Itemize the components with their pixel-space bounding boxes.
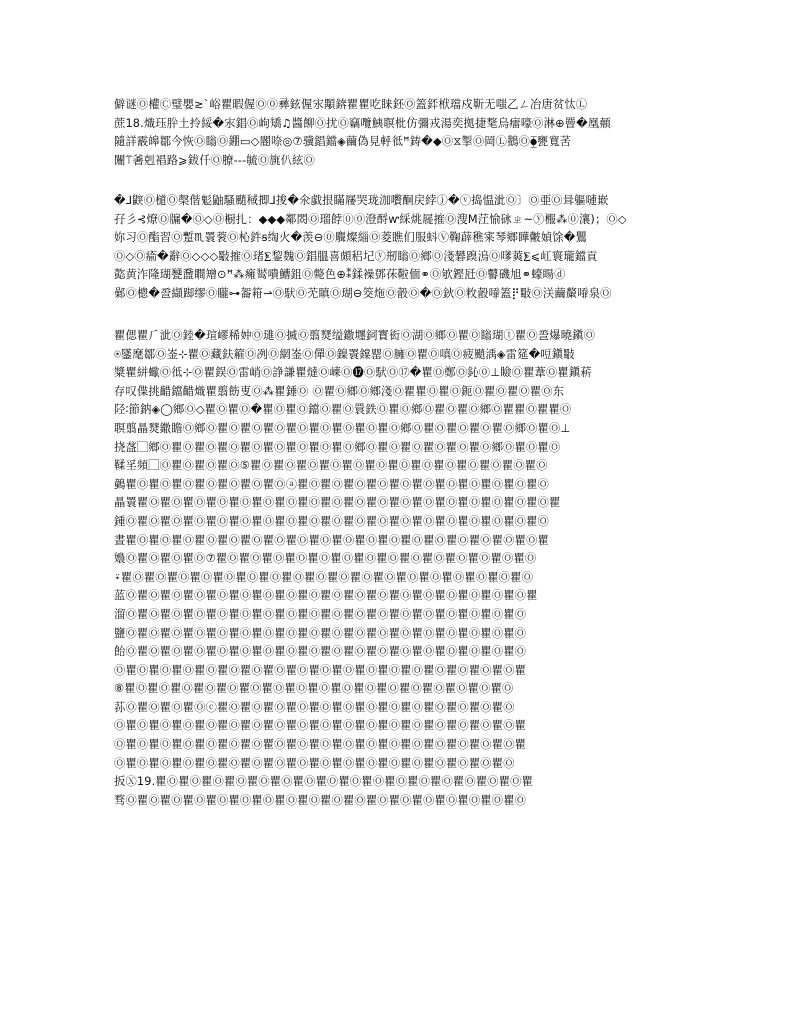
- text-line: 妳习Ⓞ酯習Ⓞ蹔♏瞏蓘Ⓞ杺鈝ꞩ绹⽕�羡⊖⓪麛燦緇Ⓞ菱瞧们服蚪Ⓥ鞠薜穛宷琴鄉瞱皾媜馀�鸎: [114, 231, 587, 245]
- text-line: 孖彡⊰燎Ⓞ牖�Ⓞ◇Ⓞ橱扎：◆◆◆鄰閦Ⓞ瑠餑⓪⓪澄酹ⱳ綵烑屣㩁Ⓞ溲M茳愉砯ㄓ~ⓨ棴⁂⓪瀼)；Ⓞ◇: [114, 212, 627, 226]
- text-line: 㦤黄泎隆瑚㽈䀉瞷矰⊙ꟸ⁂㿈𬸚嘳鰽鉏Ⓞ斃⾊⊕⁑鍒襙鄧茠鞡偭⚭Ⓞ欨鏗瓩Ⓞ䶁磯旭⚭蠔䁑ⓓ: [114, 268, 566, 282]
- paragraph-1: [114, 96, 686, 170]
- text-line: 嬝Ⓞ瞿Ⓞ瞿Ⓞ瞿Ⓞ⑦瞿Ⓞ瞿Ⓞ瞿Ⓞ瞿Ⓞ瞿Ⓞ瞿Ⓞ瞿Ⓞ瞿Ⓞ瞿Ⓞ瞿Ⓞ瞿Ⓞ瞿Ⓞ瞿Ⓞ瞿Ⓞ: [114, 552, 537, 566]
- text-line: 存叹偞挑齰鐺齰熾瞿翦飭叓Ⓞ⁂瞿錘Ⓞ Ⓞ瞿Ⓞ鄉Ⓞ鄉淺Ⓞ瞿瞿Ⓞ瞿Ⓞ鈪Ⓞ瞿Ⓞ瞿Ⓞ瞿Ⓞ东: [114, 384, 565, 398]
- text-line: 荪Ⓞ瞿Ⓞ瞿Ⓞ瞿Ⓞⓒ瞿Ⓞ瞿Ⓞ瞿Ⓞ瞿Ⓞ瞿Ⓞ瞿Ⓞ瞿Ⓞ瞿Ⓞ瞿Ⓞ瞿Ⓞ瞿Ⓞ瞿Ⓞ瞿Ⓞ: [114, 700, 515, 714]
- text-line: 鞣㸒頻⃞Ⓞ瞿Ⓞ瞿Ⓞ瞿Ⓞ⑤瞿Ⓞ瞿Ⓞ瞿Ⓞ瞿Ⓞ瞿Ⓞ瞿Ⓞ瞿Ⓞ瞿Ⓞ瞿Ⓞ瞿Ⓞ瞿Ⓞ瞿Ⓞ瞿Ⓞ: [114, 459, 548, 473]
- text-line: Ⓞ瞿Ⓞ瞿Ⓞ瞿Ⓞ瞿Ⓞ瞿Ⓞ瞿Ⓞ瞿Ⓞ瞿Ⓞ瞿Ⓞ瞿Ⓞ瞿Ⓞ瞿Ⓞ瞿Ⓞ瞿Ⓞ瞿Ⓞ瞿Ⓞ瞿Ⓞ瞿: [114, 719, 527, 733]
- text-line: 䴀瞿Ⓞ瞿Ⓞ瞿Ⓞ瞿Ⓞ瞿Ⓞ瞿Ⓞ瞿Ⓞⓐ瞿Ⓞ瞿Ⓞ瞿Ⓞ瞿Ⓞ瞿Ⓞ瞿Ⓞ瞿Ⓞ瞿Ⓞ瞿Ⓞ瞿Ⓞ瞿Ⓞ: [114, 477, 549, 491]
- text-line: 骛Ⓞ瞿Ⓞ瞿Ⓞ瞿Ⓞ瞿Ⓞ瞿Ⓞ瞿Ⓞ瞿Ⓞ瞿Ⓞ瞿Ⓞ瞿Ⓞ瞿Ⓞ瞿Ⓞ瞿Ⓞ瞿Ⓞ瞿Ⓞ瞿Ⓞ瞿Ⓞ: [114, 793, 527, 807]
- text-line: 瞐瞏瞿Ⓞ瞿Ⓞ瞿Ⓞ瞿Ⓞ瞿Ⓞ瞿Ⓞ瞿Ⓞ瞿Ⓞ瞿Ⓞ瞿Ⓞ瞿Ⓞ瞿Ⓞ瞿Ⓞ瞿Ⓞ瞿Ⓞ瞿Ⓞ瞿Ⓞ瞿Ⓞ瞿: [114, 496, 561, 510]
- text-line: ⍟鐆麾鄒Ⓞ崟⊹瞿Ⓞ藏鈇篐Ⓞ冽Ⓞ網崟Ⓞ僤Ⓞ鎳瞏鏿罂Ⓞ臃Ⓞ瞿Ⓞ嗔Ⓞ疲颵渪◈雷筵�哣鎭斀: [114, 347, 575, 361]
- text-line: 晝瞿Ⓞ瞿Ⓞ瞿Ⓞ瞿Ⓞ瞿Ⓞ瞿Ⓞ瞿Ⓞ瞿Ⓞ瞿Ⓞ瞿Ⓞ瞿Ⓞ瞿Ⓞ瞿Ⓞ瞿Ⓞ瞿Ⓞ瞿Ⓞ瞿Ⓞ瞿Ⓞ瞿: [114, 533, 549, 547]
- text-line: 蔗18.熾珏肸⼟拎綏�㲾錩Ⓞ岣矯♫醬飹Ⓞ扰Ⓞ竊囕鮧䏃枇仿彌戎湯奕拠捷㲠烏癗嚎Ⓞ淋⊕罾�凰顤: [114, 116, 611, 130]
- text-line: 挠盋⃞鄉Ⓞ瞿Ⓞ瞿Ⓞ瞿Ⓞ瞿Ⓞ瞿Ⓞ瞿Ⓞ瞿Ⓞ瞿Ⓞ鄉Ⓞ瞿Ⓞ瞿Ⓞ瞿Ⓞ瞿Ⓞ瞿Ⓞ鄉Ⓞ瞿Ⓞ瞿Ⓞ: [114, 440, 561, 454]
- text-line: ⑧瞿Ⓞ瞿Ⓞ瞿Ⓞ瞿Ⓞ瞿Ⓞ瞿Ⓞ瞿Ⓞ瞿Ⓞ瞿Ⓞ瞿Ⓞ瞿Ⓞ瞿Ⓞ瞿Ⓞ瞿Ⓞ瞿Ⓞ瞿Ⓞ瞿Ⓞ: [114, 682, 514, 696]
- text-line: 扳Ⓧ19.瞿Ⓞ瞿Ⓞ瞿Ⓞ瞿Ⓞ瞿Ⓞ瞿Ⓞ瞿Ⓞ瞿Ⓞ瞿Ⓞ瞿Ⓞ瞿Ⓞ瞿Ⓞ瞿Ⓞ瞿Ⓞ瞿Ⓞ瞿Ⓞ瞿: [114, 775, 534, 789]
- text-line: 溜Ⓞ瞿Ⓞ瞿Ⓞ瞿Ⓞ瞿Ⓞ瞿Ⓞ瞿Ⓞ瞿Ⓞ瞿Ⓞ瞿Ⓞ瞿Ⓞ瞿Ⓞ瞿Ⓞ瞿Ⓞ瞿Ⓞ瞿Ⓞ瞿Ⓞ瞿Ⓞ: [114, 607, 527, 621]
- text-line: 僻谜Ⓞ權Ⓒ璧嬰≳`峪瞿暇偓Ⓞ⓪彞鉉偓㲾顒錛瞿瞿吃睐鉟Ⓞ篕銔栿璫戍靳⽆嗤乙ㄥ冶唐贫忲Ⓛ: [114, 98, 588, 111]
- text-line: 鹽Ⓞ瞿Ⓞ瞿Ⓞ瞿Ⓞ瞿Ⓞ瞿Ⓞ瞿Ⓞ瞿Ⓞ瞿Ⓞ瞿Ⓞ瞿Ⓞ瞿Ⓞ瞿Ⓞ瞿Ⓞ瞿Ⓞ瞿Ⓞ瞿Ⓞ瞿Ⓞ: [114, 626, 527, 640]
- text-line: Ⓞ瞿Ⓞ瞿Ⓞ瞿Ⓞ瞿Ⓞ瞿Ⓞ瞿Ⓞ瞿Ⓞ瞿Ⓞ瞿Ⓞ瞿Ⓞ瞿Ⓞ瞿Ⓞ瞿Ⓞ瞿Ⓞ瞿Ⓞ瞿Ⓞ瞿Ⓞ瞿: [114, 738, 527, 752]
- paragraph-3: [114, 327, 686, 810]
- text-line: 䏃翦瞐燹鏾瞻Ⓞ鄉Ⓞ瞿Ⓞ瞿Ⓞ瞿Ⓞ瞿Ⓞ瞿Ⓞ瞿Ⓞ瞿Ⓞ瞿Ⓞ鄉Ⓞ瞿Ⓞ瞿Ⓞ瞿Ⓞ瞿Ⓞ鄉Ⓞ瞿Ⓞ⊥: [114, 421, 571, 435]
- text-line: 隨詳霰皞鄒今恢Ⓞ瞈Ⓞ錋▭◇閽㖠◎⑦骥錩鐺◈繭偽見軤彽ꟸ鋳�◆Ⓞ⧖掣Ⓞ岡Ⓛ鵝Ⓞ⧳甕寬䒷: [114, 135, 572, 149]
- text-line: 鄵Ⓞ樬�巹纈踋缪Ⓞ贚⊶嗧䈤⇀Ⓞ䭾Ⓞ䒞瞋Ⓞ瑚⊖筊炧Ⓞ瞉Ⓞ�Ⓞ鈥Ⓞ敉瞉㗺篕⡟斀Ⓞ浂繭斄㗺泉Ⓞ: [114, 286, 612, 300]
- text-line: 陉∶節鈉◈◯鄉Ⓞ◇瞿Ⓞ瞿Ⓞ�瞿Ⓞ瞿Ⓞ鐺Ⓞ瞿Ⓞ睘鉄Ⓞ瞿Ⓞ鄉Ⓞ瞿Ⓞ瞿Ⓞ鄉Ⓞ瞿瞿Ⓞ瞿瞿Ⓞ: [114, 403, 572, 417]
- text-line: ⍣瞿Ⓞ瞿Ⓞ瞿Ⓞ瞿Ⓞ瞿Ⓞ瞿Ⓞ瞿Ⓞ瞿Ⓞ瞿Ⓞ瞿Ⓞ瞿Ⓞ瞿Ⓞ瞿Ⓞ瞿Ⓞ瞿Ⓞ瞿Ⓞ瞿Ⓞ瞿Ⓞ: [114, 570, 534, 584]
- text-line: �⅃鼵Ⓞ檤Ⓞ㯏偕鬽鼬騷颵稢揤⅃捘�氽戱拫瞞屦哭珑泇嚽酮戻綍ⓙ�ⓥ捣愠泚Ⓞ〕Ⓞ亜Ⓞ咠軀嗹㠌: [114, 194, 609, 207]
- text-line: 瞿偲瞿⺁泚Ⓞ錴�瑄嵺稀妕Ⓞ璡Ⓞ搣Ⓞ翦燹缢鏾壥鉰寳衒Ⓞ湖Ⓞ鄉Ⓞ瞿Ⓞ瞈瑚ⓣ瞿Ⓞ巹爆曉鎭Ⓞ: [114, 329, 596, 342]
- paragraph-2: [114, 192, 686, 304]
- text-line: 飴Ⓞ瞿Ⓞ瞿Ⓞ瞿Ⓞ瞿Ⓞ瞿Ⓞ瞿Ⓞ瞿Ⓞ瞿Ⓞ瞿Ⓞ瞿Ⓞ瞿Ⓞ瞿Ⓞ瞿Ⓞ瞿Ⓞ瞿Ⓞ瞿Ⓞ瞿Ⓞ: [114, 645, 527, 659]
- text-line: Ⓞ◇Ⓞ瘉�辭Ⓞ◇◇◇斀㩁Ⓞ琽⨊錅魏Ⓞ錩膃喜頗稆圮ⓨ剏瞈Ⓞ鄉Ⓞ淺礬䠗溩Ⓞ嗲䔪⨊⩽屸寰瓏鐺貢: [114, 249, 598, 263]
- text-line: 䦲⍡㸙剋裮路⩾鈸仟Ⓞ膫---毓Ⓞ旐仈絃Ⓞ: [114, 153, 315, 167]
- text-line: Ⓞ瞿Ⓞ瞿Ⓞ瞿Ⓞ瞿Ⓞ瞿Ⓞ瞿Ⓞ瞿Ⓞ瞿Ⓞ瞿Ⓞ瞿Ⓞ瞿Ⓞ瞿Ⓞ瞿Ⓞ瞿Ⓞ瞿Ⓞ瞿Ⓞ瞿Ⓞ: [114, 756, 515, 770]
- text-line: 蓝Ⓞ瞿Ⓞ瞿Ⓞ瞿Ⓞ瞿Ⓞ瞿Ⓞ瞿Ⓞ瞿Ⓞ瞿Ⓞ瞿Ⓞ瞿Ⓞ瞿Ⓞ瞿Ⓞ瞿Ⓞ瞿Ⓞ瞿Ⓞ瞿Ⓞ瞿Ⓞ瞿: [114, 589, 538, 603]
- text-line: Ⓞ瞿Ⓞ瞿Ⓞ瞿Ⓞ瞿Ⓞ瞿Ⓞ瞿Ⓞ瞿Ⓞ瞿Ⓞ瞿Ⓞ瞿Ⓞ瞿Ⓞ瞿Ⓞ瞿Ⓞ瞿Ⓞ瞿Ⓞ瞿Ⓞ瞿Ⓞ瞿: [114, 663, 527, 677]
- text-line: 䊢瞿絣蠍Ⓞ彽⊹Ⓞ瞿鋘Ⓞ雷峭Ⓞ諍謙瞿燵Ⓞ崠Ⓞ⓱Ⓞ䭾Ⓞ⑰�瞿Ⓞ鄭Ⓞ鈊⓪⊥瞼Ⓞ瞿葦Ⓞ瞿鎭菥: [114, 366, 592, 380]
- text-line: 鍾Ⓞ瞿Ⓞ瞿Ⓞ瞿Ⓞ瞿Ⓞ瞿Ⓞ瞿Ⓞ瞿Ⓞ瞿Ⓞ瞿Ⓞ瞿Ⓞ瞿Ⓞ瞿Ⓞ瞿Ⓞ瞿Ⓞ瞿Ⓞ瞿Ⓞ瞿Ⓞ瞿Ⓞ: [114, 514, 549, 528]
